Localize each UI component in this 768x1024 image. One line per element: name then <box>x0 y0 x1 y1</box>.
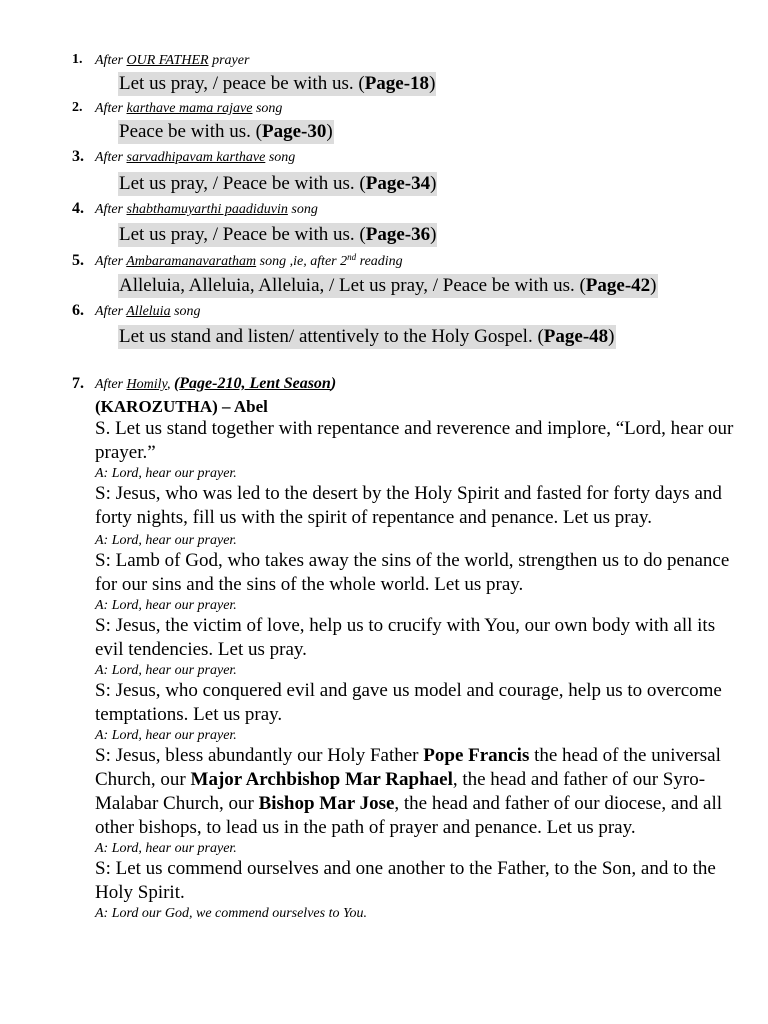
assembly-response: A: Lord, hear our prayer. <box>95 533 237 548</box>
page-reference: Page-30 <box>261 121 327 142</box>
item-intro: After Ambaramanavaratham song ,ie, after 2nd reading <box>95 252 403 269</box>
assembly-response: A: Lord, hear our prayer. <box>95 598 237 613</box>
item-number: 7. <box>72 375 84 392</box>
celebrant-line: S: Lamb of God, who takes away the sins of the world, strengthen us to do penance for our sins and the sins of the whole world. Let us pray. <box>95 550 730 595</box>
song-title: shabthamuyarthi paadiduvin <box>126 202 288 217</box>
song-title: OUR FATHER <box>126 53 209 68</box>
celebrant-line: S: Jesus, who conquered evil and gave us model and courage, help us to overcome temptations. Let us pray. <box>95 680 722 725</box>
item-number: 5. <box>72 252 84 269</box>
assembly-response: A: Lord, hear our prayer. <box>95 466 237 481</box>
response-text: Peace be with us. (Page-30) <box>119 121 333 142</box>
celebrant-line: S: Jesus, who was led to the desert by the Holy Spirit and fasted for forty days and forty nights, fill us with the spirit of repentance and penance. Let us pray. <box>95 483 722 528</box>
song-title: Ambaramanavaratham <box>126 254 257 269</box>
homily-link-text: Homily <box>126 377 167 392</box>
song-title: Alleluia <box>126 304 171 319</box>
song-title: karthave mama rajave <box>126 101 253 116</box>
item-intro: After Homily, (Page-210, Lent Season) <box>95 375 337 392</box>
song-title: sarvadhipavam karthave <box>126 150 266 165</box>
bishop-name: Bishop Mar Jose <box>258 793 395 814</box>
celebrant-line: S: Let us commend ourselves and one another to the Father, to the Son, and to the Holy Spirit. <box>95 858 716 903</box>
celebrant-line: S: Jesus, bless abundantly our Holy Father Pope Francis the head of the universal Church, our Major Archbishop Mar Raphael, the head and father of our Syro-Malabar Church, our Bishop Mar Jose, the head and father of our diocese, and all other bishops, to lead us in the path of prayer and penance. Let us pray. <box>95 745 723 838</box>
response-text: Alleluia, Alleluia, Alleluia, / Let us pray, / Peace be with us. (Page-42) <box>119 275 657 296</box>
pope-name: Pope Francis <box>423 745 530 766</box>
page-reference: Page-42 <box>585 275 651 296</box>
item-intro: After shabthamuyarthi paadiduvin song <box>95 202 318 217</box>
assembly-response: A: Lord, hear our prayer. <box>95 728 237 743</box>
page-reference: Page-34 <box>365 173 431 194</box>
item-number: 6. <box>72 302 84 319</box>
assembly-response: A: Lord our God, we commend ourselves to You. <box>95 906 367 921</box>
major-archbishop-name: Major Archbishop Mar Raphael <box>190 769 453 790</box>
response-text: Let us stand and listen/ attentively to the Holy Gospel. (Page-48) <box>119 326 615 347</box>
celebrant-line: S: Jesus, the victim of love, help us to crucify with You, our own body with all its evil tendencies. Let us pray. <box>95 615 716 660</box>
item-number: 4. <box>72 200 84 217</box>
page-reference: Page-48 <box>543 326 609 347</box>
assembly-response: A: Lord, hear our prayer. <box>95 663 237 678</box>
item-number: 3. <box>72 148 84 165</box>
item-intro: After Alleluia song <box>95 304 201 319</box>
assembly-response: A: Lord, hear our prayer. <box>95 841 237 856</box>
item-number: 2. <box>72 100 83 115</box>
response-text: Let us pray, / peace be with us. (Page-18) <box>119 73 436 94</box>
item-intro: After sarvadhipavam karthave song <box>95 150 296 165</box>
celebrant-line: S. Let us stand together with repentance and reverence and implore, “Lord, hear our prayer.” <box>95 418 734 463</box>
item-intro: After karthave mama rajave song <box>95 101 283 116</box>
response-text: Let us pray, / Peace be with us. (Page-34) <box>119 173 437 194</box>
item-number: 1. <box>72 52 83 67</box>
page-reference: Page-36 <box>365 224 431 245</box>
karozutha-section <box>95 372 735 922</box>
section-subtitle: (KAROZUTHA) – Abel <box>95 397 268 416</box>
response-text: Let us pray, / Peace be with us. (Page-36) <box>119 224 437 245</box>
page-reference: Page-18 <box>364 73 430 94</box>
item-intro: After OUR FATHER prayer <box>95 53 250 68</box>
page-reference: Page-210, Lent Season <box>179 375 331 392</box>
